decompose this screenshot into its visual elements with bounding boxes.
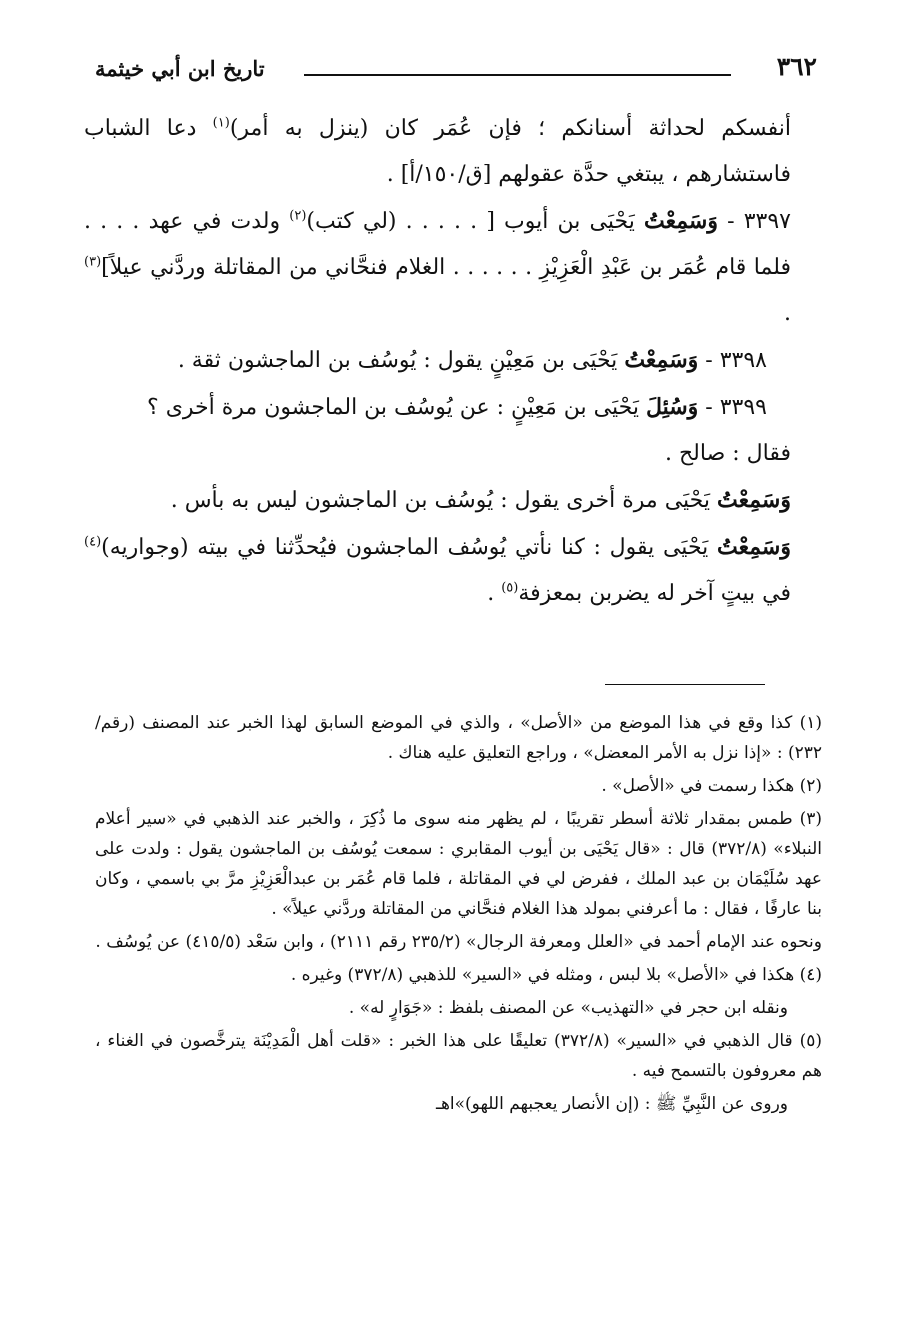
footnote-5-continuation: وروى عن النَّبِيِّ ﷺ : (إن الأنصار يعجبهم اللهو)»اهـ (435, 1094, 788, 1114)
statement-2: وَسَمِعْتُ يَحْيَى مرة أخرى يقول : يُوسُف بن الماجشون ليس به بأس . (170, 487, 791, 513)
footnote-4-continuation: ونقله ابن حجر في «التهذيب» عن المصنف بلفظ : «جَوَارٍ له» . (348, 998, 788, 1018)
footnote-3-continuation: ونحوه عند الإمام أحمد في «العلل ومعرفة الرجال» (٢٣٥/٢ رقم ٢١١١) ، وابن سَعْد (٤١٥/٥) عن يُوسُف . (95, 932, 822, 952)
page-number: ٣٦٢ (776, 52, 817, 81)
entry-3398: ٣٣٩٨ - وَسَمِعْتُ يَحْيَى بن مَعِيْنٍ يقول : يُوسُف بن الماجشون ثقة . (177, 347, 767, 373)
entry-3399: ٣٣٩٩ - وَسُئِلَ يَحْيَى بن مَعِيْنٍ : عن يُوسُف بن الماجشون مرة أخرى ؟ (147, 394, 767, 420)
footnote-ref: (٥) (501, 580, 519, 596)
paragraph-continuation: أنفسكم لحداثة أسنانكم ؛ فإن عُمَر كان (ينزل به أمر)$^{(١)}$ دعا الشباب فاستشارهم ، يبتغي حدَّة عقولهم [ق/١٥٠/أ] . (84, 115, 791, 187)
statement-3: وَسَمِعْتُ يَحْيَى يقول : كنا نأتي يُوسُف الماجشون فيُحدِّثنا في بيته (وجواريه)$^{(٤)}$ في بيتٍ آخر له يضربن بمعزفة$^{(٥)}$ . (84, 534, 791, 606)
footnote-ref: (٤) (84, 534, 102, 550)
main-text (84, 106, 791, 617)
footnote-ref: (٢) (289, 208, 307, 224)
answer-line: فقال : صالح . (664, 441, 791, 466)
running-title: تاريخ ابن أبي خيثمة (95, 56, 265, 81)
entry-3397: ٣٣٩٧ - وَسَمِعْتُ يَحْيَى بن أيوب [ . . . . . (لي كتب)$^{(٢)}$ ولدت في عهد . . . . فلما قام عُمَر بن عَبْدِ الْعَزِيْزِ . . . . . . الغلام فنحَّاني من المقاتلة وردَّني عيلاً]$^{(٣)}$ . (84, 208, 791, 326)
footnote-3: (٣) طمس بمقدار ثلاثة أسطر تقريبًا ، لم يظهر منه سوى ما ذُكِرَ ، والخبر عند الذهبي في «سير أعلام النبلاء» (٣٧٢/٨) قال : «قال يَحْيَى بن أيوب المقابري : سمعت يُوسُف بن الماجشون يقول : ولدت على عهد سُلَيْمَان بن عبد الملك ، ففرض لي في المقاتلة ، فلما قام عُمَر بن عبدالْعَزِيْزِ مرَّ بي باسمي ، وكان بنا عارفًا ، فقال : ما أعرفني بمولد هذا الغلام فنحَّاني من المقاتلة وردَّني عيلاً» . (95, 809, 822, 919)
footnotes (95, 708, 822, 1122)
footnote-4: (٤) هكذا في «الأصل» بلا لبس ، ومثله في «السير» للذهبي (٣٧٢/٨) وغيره . (290, 965, 822, 985)
footnote-separator (605, 684, 765, 685)
footnote-ref: (٣) (84, 254, 102, 270)
footnote-5: (٥) قال الذهبي في «السير» (٣٧٢/٨) تعليقًا على هذا الخبر : «قلت أهل الْمَدِيْنَة يترخَّصون في الغناء ، هم معروفون بالتسمح فيه . (95, 1031, 822, 1081)
footnote-1: (١) كذا وقع في هذا الموضع من «الأصل» ، والذي في الموضع السابق لهذا الخبر عند المصنف (رقم/ ٢٣٢) : «إذا نزل به الأمر المعضل» ، وراجع التعليق عليه هناك . (95, 713, 822, 763)
footnote-2: (٢) هكذا رسمت في «الأصل» . (601, 776, 822, 796)
footnote-ref: (١) (212, 115, 230, 131)
header-rule (304, 74, 731, 76)
